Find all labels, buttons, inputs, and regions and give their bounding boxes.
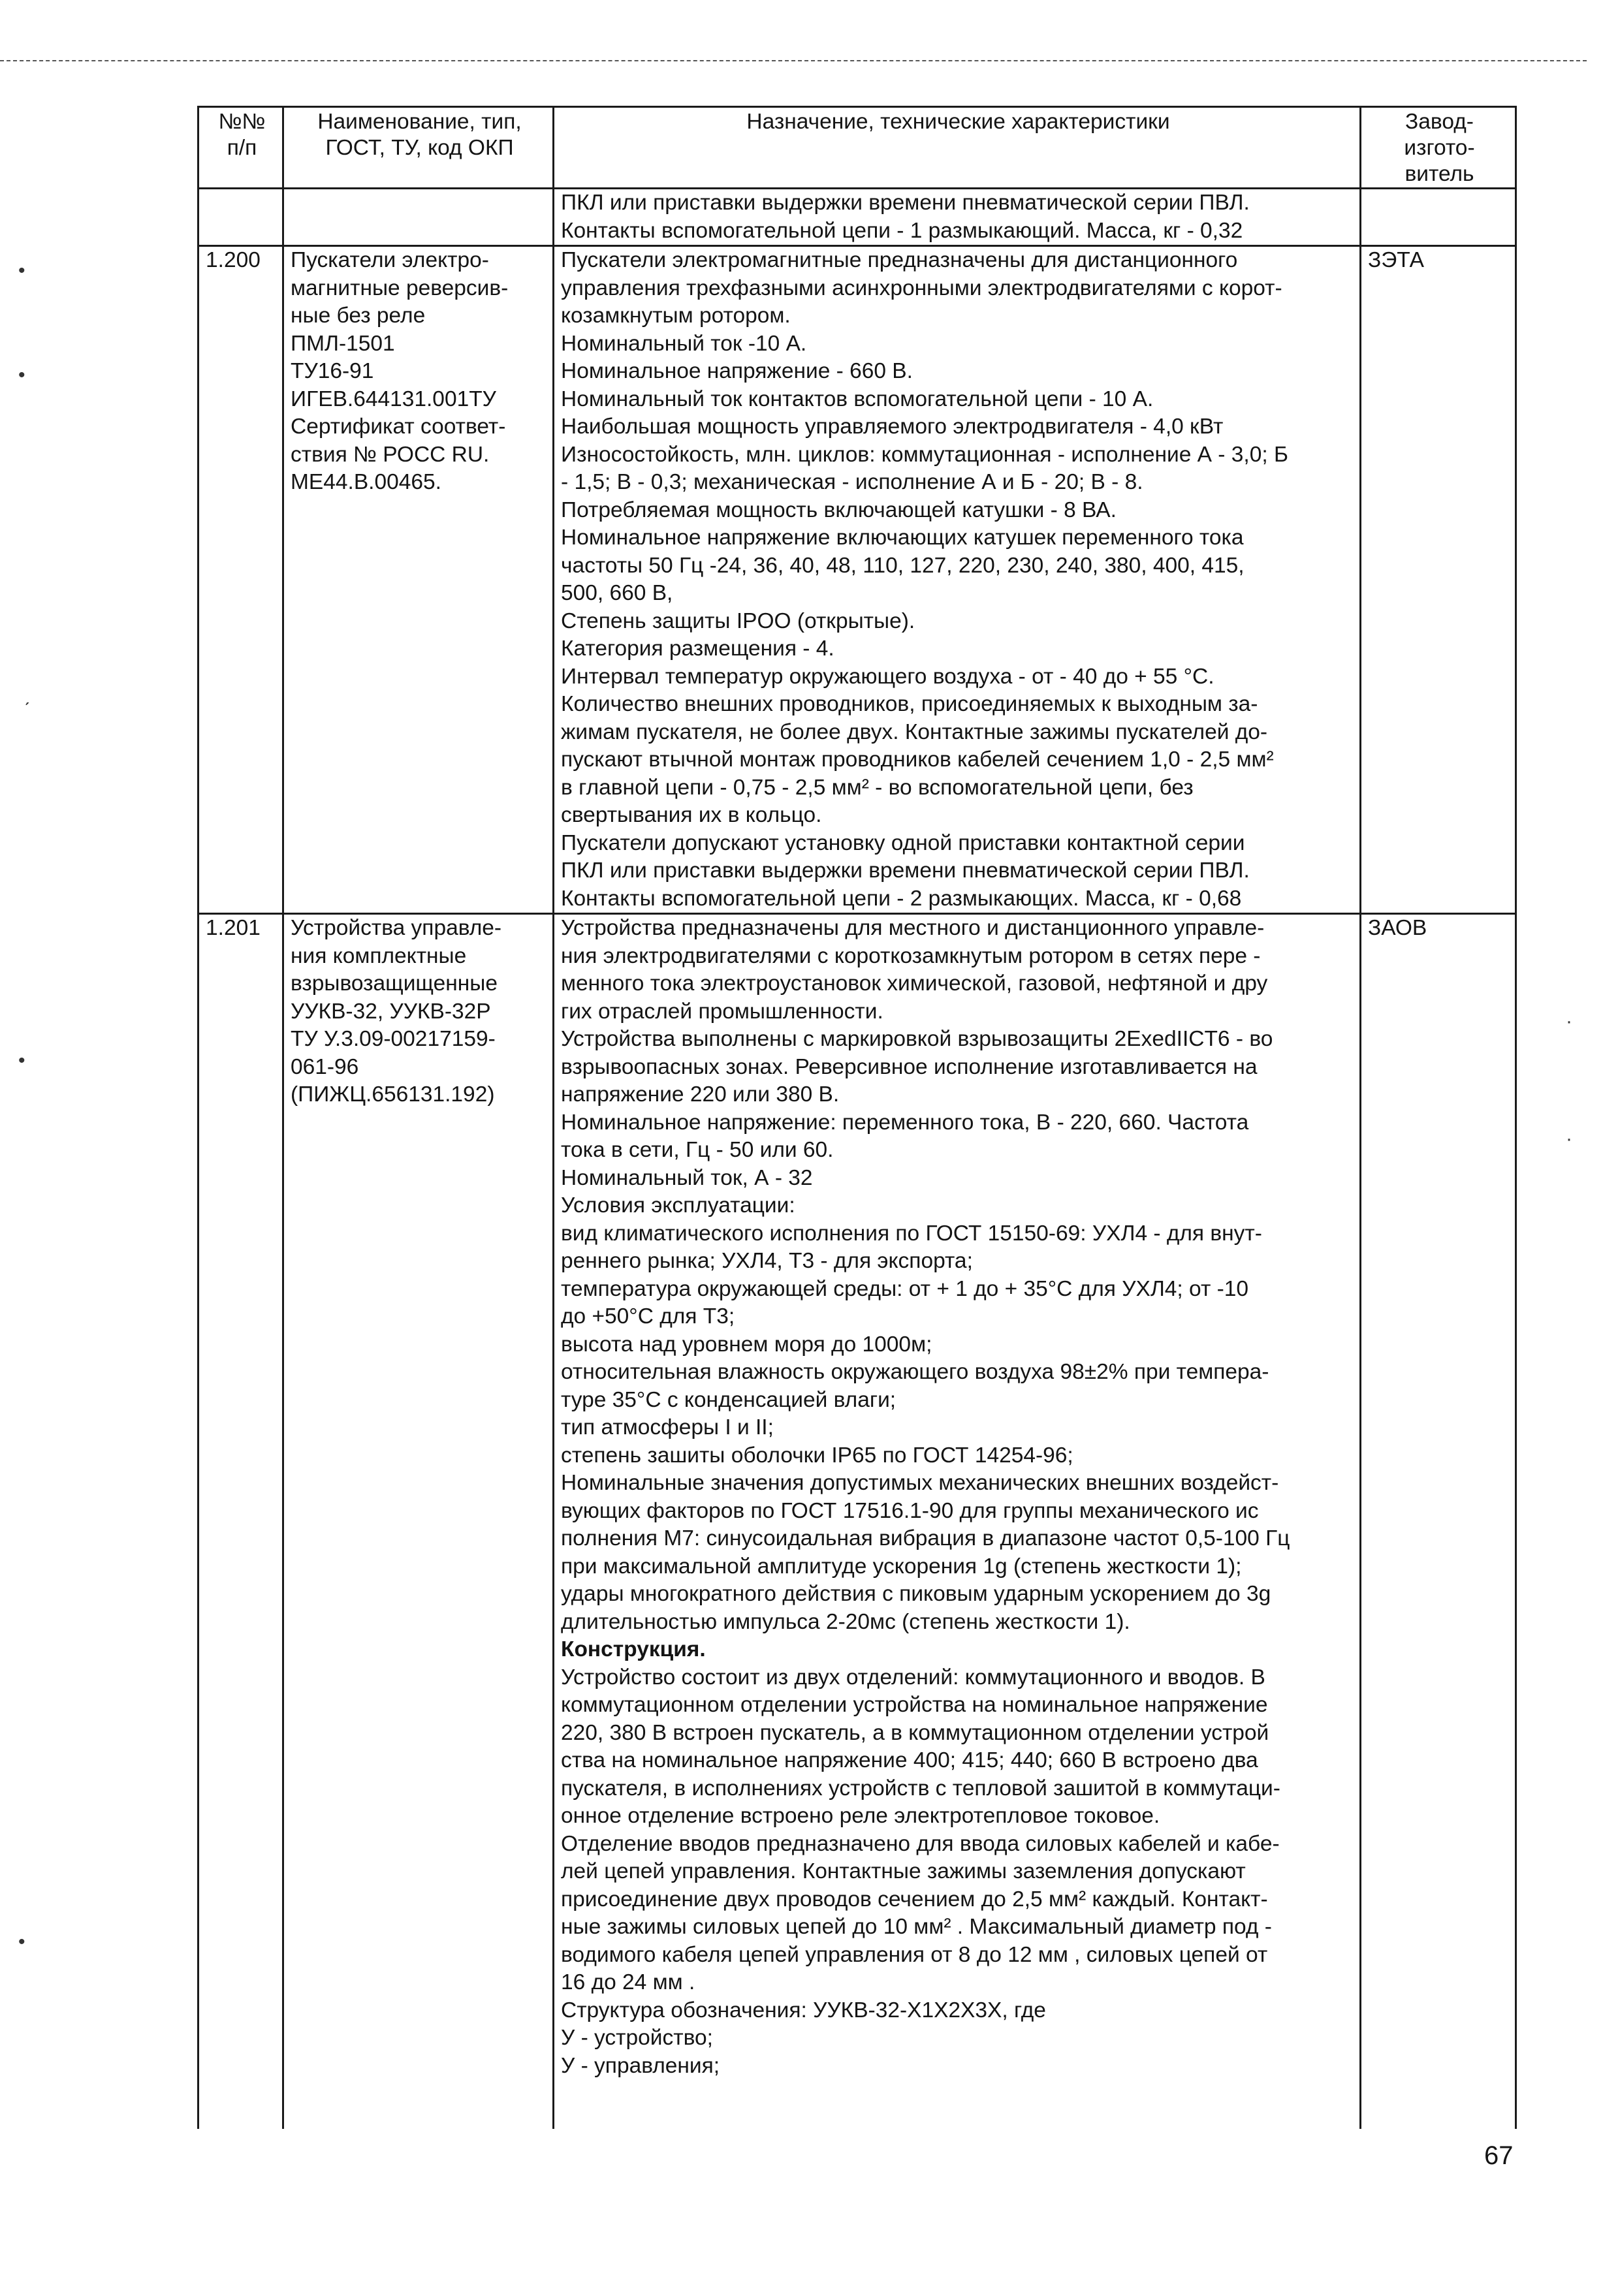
desc-line: до +50°С для Т3;: [561, 1304, 735, 1329]
scan-speck: ·: [1566, 1128, 1572, 1150]
desc-line: вующих факторов по ГОСТ 17516.1-90 для группы механического ис: [561, 1498, 1259, 1523]
desc-line: козамкнутым ротором.: [561, 304, 791, 328]
desc-line: туре 35°С с конденсацией влаги;: [561, 1387, 897, 1412]
desc-line: ные зажимы силовых цепей до 10 мм² . Максимальный диаметр под -: [561, 1915, 1272, 1939]
desc-line: 500, 660 В,: [561, 581, 673, 605]
name-line: Пускатели электро-: [291, 248, 489, 272]
table-header-row: [198, 107, 1516, 189]
desc-line: Устройства предназначены для местного и дистанционного управле-: [561, 916, 1265, 940]
scan-top-rule: [0, 60, 1587, 61]
header-name-line: ГОСТ, ТУ, код ОКП: [325, 136, 514, 160]
header-name: [283, 107, 554, 189]
scan-speck: •: [18, 364, 25, 386]
desc-line: реннего рынка; УХЛ4, Т3 - для экспорта;: [561, 1249, 973, 1273]
desc-line: Количество внешних проводников, присоединяемых к выходным за-: [561, 692, 1258, 716]
cell-number: [198, 189, 283, 246]
desc-line: Номинальное напряжение - 660 В.: [561, 359, 913, 383]
desc-line: ПКЛ или приставки выдержки времени пневматической серии ПВЛ.: [561, 191, 1250, 215]
name-line: ПМЛ-1501: [291, 331, 395, 356]
header-description: [554, 107, 1361, 189]
desc-line: Номинальный ток -10 А.: [561, 331, 807, 356]
desc-line: пускают втычной монтаж проводников кабелей сечением 1,0 - 2,5 мм²: [561, 747, 1274, 772]
section-heading-construction: Конструкция.: [561, 1637, 706, 1661]
desc-line: свертывания их в кольцо.: [561, 803, 822, 827]
desc-line: Устройства выполнены с маркировкой взрывозащиты 2ExedIICT6 - во: [561, 1027, 1273, 1051]
page-number: 67: [1484, 2141, 1514, 2170]
desc-line: тип атмосферы I и II;: [561, 1415, 774, 1439]
cell-description: [554, 246, 1361, 914]
desc-line: температура окружающей среды: от + 1 до + 35°С для УХЛ4; от -10: [561, 1276, 1249, 1301]
cell-manufacturer: ЗЭТА: [1361, 246, 1516, 914]
header-manufacturer-line: Завод-: [1405, 110, 1474, 134]
desc-line: гих отраслей промышленности.: [561, 999, 883, 1024]
cell-number: 1.201: [198, 914, 283, 2130]
table-row: [198, 189, 1516, 246]
header-number-line: п/п: [227, 136, 257, 160]
name-line: МЕ44.В.00465.: [291, 470, 441, 494]
desc-line: Устройство состоит из двух отделений: коммутационного и вводов. В: [561, 1665, 1265, 1690]
desc-line: ния электродвигателями с короткозамкнутым ротором в сетях пере -: [561, 943, 1261, 968]
scan-speck: •: [18, 1050, 25, 1071]
desc-line: менного тока электроустановок химической, газовой, нефтяной и дру: [561, 971, 1268, 996]
header-description-line: Назначение, технические характеристики: [746, 110, 1170, 134]
desc-line: Износостойкость, млн. циклов: коммутационная - исполнение А - 3,0; Б: [561, 442, 1288, 467]
desc-line: водимого кабеля цепей управления от 8 до 12 мм , силовых цепей от: [561, 1942, 1268, 1967]
desc-line: Номинальный ток контактов вспомогательной цепи - 10 А.: [561, 386, 1154, 411]
desc-line: Интервал температур окружающего воздуха - от - 40 до + 55 °С.: [561, 664, 1214, 689]
desc-line: частоты 50 Гц -24, 36, 40, 48, 110, 127, 220, 230, 240, 380, 400, 415,: [561, 553, 1245, 578]
desc-line: относительная влажность окружающего воздуха 98±2% при темпера-: [561, 1360, 1269, 1384]
header-name-line: Наименование, тип,: [317, 110, 522, 134]
spec-table: [197, 106, 1517, 2129]
scan-speck: •: [18, 1931, 25, 1953]
cell-manufacturer: [1361, 189, 1516, 246]
desc-line: Номинальный ток, А - 32: [561, 1165, 813, 1190]
cell-name: [283, 914, 554, 2130]
desc-line: пускателя, в исполнениях устройств с тепловой зашитой в коммутаци-: [561, 1776, 1280, 1801]
name-line: ные без реле: [291, 304, 426, 328]
scan-speck: ·: [1566, 1011, 1572, 1032]
desc-line: Контакты вспомогательной цепи - 1 размыкающий. Масса, кг - 0,32: [561, 218, 1243, 243]
desc-line: Отделение вводов предназначено для ввода силовых кабелей и кабе-: [561, 1831, 1280, 1856]
scan-speck: •: [18, 260, 25, 281]
name-line: (ПИЖЦ.656131.192): [291, 1082, 495, 1107]
header-manufacturer: [1361, 107, 1516, 189]
name-line: магнитные реверсив-: [291, 275, 509, 300]
name-line: Сертификат соответ-: [291, 415, 506, 439]
desc-line: напряжение 220 или 380 В.: [561, 1082, 840, 1107]
desc-line: в главной цепи - 0,75 - 2,5 мм² - во вспомогательной цепи, без: [561, 775, 1194, 800]
desc-line: высота над уровнем моря до 1000м;: [561, 1332, 932, 1357]
scan-speck: ˏ: [24, 684, 30, 706]
desc-line: коммутационном отделении устройства на номинальное напряжение: [561, 1693, 1268, 1717]
desc-line: присоединение двух проводов сечением до 2,5 мм² каждый. Контакт-: [561, 1887, 1268, 1911]
desc-line: У - устройство;: [561, 2026, 713, 2050]
desc-line: Номинальное напряжение включающих катушек переменного тока: [561, 526, 1244, 550]
desc-line: взрывоопасных зонах. Реверсивное исполнение изготавливается на: [561, 1054, 1258, 1079]
cell-name: [283, 246, 554, 914]
desc-line: вид климатического исполнения по ГОСТ 15150-69: УХЛ4 - для внут-: [561, 1221, 1262, 1246]
name-line: взрывозащищенные: [291, 971, 498, 996]
desc-line: Пускатели допускают установку одной приставки контактной серии: [561, 830, 1245, 855]
desc-line: - 1,5; В - 0,3; механическая - исполнение А и Б - 20; В - 8.: [561, 470, 1143, 494]
name-line: Устройства управле-: [291, 916, 502, 940]
desc-line: 16 до 24 мм .: [561, 1970, 695, 1994]
desc-line: степень зашиты оболочки IP65 по ГОСТ 14254-96;: [561, 1443, 1073, 1468]
desc-line: Пускатели электромагнитные предназначены для дистанционного: [561, 248, 1238, 272]
desc-line: Номинальное напряжение: переменного тока, В - 220, 660. Частота: [561, 1110, 1249, 1135]
header-number: [198, 107, 283, 189]
cell-manufacturer: ЗАОВ: [1361, 914, 1516, 2130]
desc-line: Наибольшая мощность управляемого электродвигателя - 4,0 кВт: [561, 415, 1224, 439]
header-number-line: №№: [218, 110, 266, 134]
desc-line: полнения М7: синусоидальная вибрация в диапазоне частот 0,5-100 Гц: [561, 1526, 1290, 1550]
desc-line: тока в сети, Гц - 50 или 60.: [561, 1138, 834, 1162]
desc-line: Номинальные значения допустимых механических внешних воздейст-: [561, 1471, 1279, 1495]
desc-line: длительностью импульса 2-20мс (степень жесткости 1).: [561, 1609, 1130, 1634]
name-line: УУКВ-32, УУКВ-32Р: [291, 999, 491, 1024]
cell-description: [554, 189, 1361, 246]
desc-line: управления трехфазными асинхронными электродвигателями с корот-: [561, 275, 1282, 300]
desc-line: У - управления;: [561, 2053, 720, 2078]
name-line: ТУ16-91: [291, 359, 374, 383]
desc-line: Потребляемая мощность включающей катушки - 8 ВА.: [561, 497, 1117, 522]
desc-line: Контакты вспомогательной цепи - 2 размыкающих. Масса, кг - 0,68: [561, 886, 1242, 911]
desc-line: жимам пускателя, не более двух. Контактные зажимы пускателей до-: [561, 719, 1268, 744]
header-manufacturer-line: витель: [1405, 162, 1474, 186]
cell-number: 1.200: [198, 246, 283, 914]
desc-line: ства на номинальное напряжение 400; 415; 440; 660 В встроено два: [561, 1748, 1258, 1772]
desc-line: удары многократного действия с пиковым ударным ускорением до 3g: [561, 1582, 1271, 1606]
desc-line: Условия эксплуатации:: [561, 1193, 795, 1218]
desc-line: 220, 380 В встроен пускатель, а в коммутационном отделении устрой: [561, 1720, 1269, 1745]
header-manufacturer-line: изгото-: [1404, 136, 1475, 160]
name-line: ИГЕВ.644131.001ТУ: [291, 386, 496, 411]
cell-name: [283, 189, 554, 246]
name-line: ствия № РОСС RU.: [291, 442, 490, 467]
desc-line: при максимальной амплитуде ускорения 1g (степень жесткости 1);: [561, 1554, 1242, 1579]
name-line: ТУ У.3.09-00217159-: [291, 1027, 496, 1051]
table-row: [198, 914, 1516, 2130]
desc-line: Степень защиты IPOO (открытые).: [561, 608, 915, 633]
name-line: ния комплектные: [291, 943, 467, 968]
table-row: [198, 246, 1516, 914]
desc-line: Структура обозначения: УУКВ-32-X1X2X3X, где: [561, 1998, 1046, 2022]
desc-line: Категория размещения - 4.: [561, 637, 834, 661]
desc-line: онное отделение встроено реле электротепловое токовое.: [561, 1804, 1160, 1828]
cell-description: [554, 914, 1361, 2130]
desc-line: лей цепей управления. Контактные зажимы заземления допускают: [561, 1859, 1246, 1883]
name-line: 061-96: [291, 1054, 359, 1079]
desc-line: ПКЛ или приставки выдержки времени пневматической серии ПВЛ.: [561, 858, 1250, 883]
